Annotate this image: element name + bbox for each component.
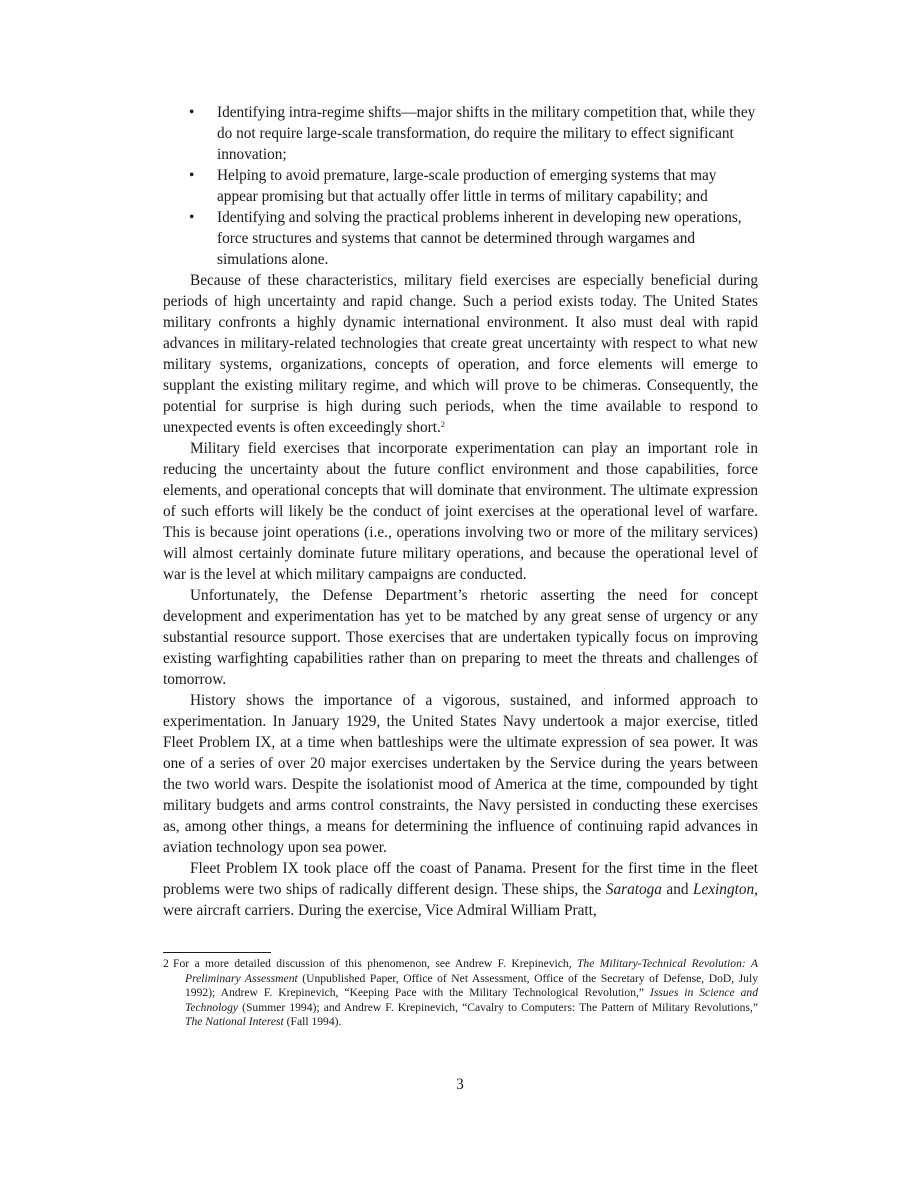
footnote-title: The Military-Technical Revolution: A Preliminary Assessment xyxy=(185,957,758,985)
footnote xyxy=(163,957,758,1030)
bullet-icon: • xyxy=(189,209,195,226)
bullet-icon: • xyxy=(189,167,195,184)
paragraph-joint-exercises: Military field exercises that incorporate experimentation can play an important role in reducing the uncertainty about the future conflict environment and those capabilities, force elements, and operational concepts that will dominate that environment. The ultimate expression of such efforts will likely be the conduct of joint exercises at the operational level of warfare. This is because joint operations (i.e., operations involving two or more of the military services) will almost certainly dominate future military operations, and because the operational level of war is the level at which military campaigns are conducted. xyxy=(163,440,758,583)
ship-name-saratoga: Saratoga xyxy=(605,881,662,898)
paragraph-uncertainty: Because of these characteristics, military field exercises are especially beneficial during periods of high uncertainty and rapid change. Such a period exists today. The United States military confronts a highly dynamic international environment. It also must deal with rapid advances in military-related technologies that create great uncertainty with respect to what new military systems, organizations, concepts of operation, and force elements will emerge to supplant the existing military regime, and which will prove to be chimeras. Consequently, the potential for surprise is high during such periods, when the time available to respond to unexpected events is often exceedingly short.$^2$ xyxy=(163,272,758,436)
bullet-list xyxy=(163,102,758,270)
list-item xyxy=(163,207,758,270)
list-item xyxy=(163,165,758,207)
footnote-ref[interactable]: 2 xyxy=(440,420,445,429)
page-number: 3 xyxy=(456,1076,464,1093)
ship-name-lexington: Lexington xyxy=(692,881,755,898)
footnote-number: 2 xyxy=(163,957,169,970)
paragraph-fleet-problem: Fleet Problem IX took place off the coast of Panama. Present for the first time in the fleet problems were two ships of radically different design. These ships, the Saratoga and Lexington, were aircraft carriers. During the exercise, Vice Admiral William Pratt, xyxy=(163,860,758,919)
paragraph-history: History shows the importance of a vigorous, sustained, and informed approach to experimentation. In January 1929, the United States Navy undertook a major exercise, titled Fleet Problem IX, at a time when battleships were the ultimate expression of sea power. It was one of a series of over 20 major exercises undertaken by the Service during the years between the two world wars. Despite the isolationist mood of America at the time, compounded by tight military budgets and arms control constraints, the Navy persisted in conducting these exercises as, among other things, a means for determining the influence of continuing rapid advances in aviation technology upon sea power. xyxy=(163,692,758,856)
page-body xyxy=(163,102,758,921)
bullet-text: Identifying intra-regime shifts—major shifts in the military competition that, while they do not require large-scale transformation, do require the military to effect significant innovation; xyxy=(217,104,756,163)
footnote-title: Issues in Science and Technology xyxy=(185,986,758,1014)
bullet-icon: • xyxy=(189,104,195,121)
bullet-text: Identifying and solving the practical problems inherent in developing new operations, force structures and systems that cannot be determined through wargames and simulations alone. xyxy=(217,209,742,268)
footnote-text: For a more detailed discussion of this phenomenon, see Andrew F. Krepinevich, The Military-Technical Revolution: A Preliminary Assessment (Unpublished Paper, Office of Net Assessment, Office of the Secretary of Defense, DoD, July 1992); Andrew F. Krepinevich, “Keeping Pace with the Military Technological Revolution,” Issues in Science and Technology (Summer 1994); and Andrew F. Krepinevich, “Cavalry to Computers: The Pattern of Military Revolutions,” The National Interest (Fall 1994). xyxy=(173,957,758,1029)
bullet-text: Helping to avoid premature, large-scale production of emerging systems that may appear promising but that actually offer little in terms of military capability; and xyxy=(217,167,717,205)
footnote-title: The National Interest xyxy=(185,1015,284,1029)
paragraph-defense-rhetoric: Unfortunately, the Defense Department’s rhetoric asserting the need for concept development and experimentation has yet to be matched by any great sense of urgency or any substantial resource support. Those exercises that are undertaken typically focus on improving existing warfighting capabilities rather than on preparing to meet the threats and challenges of tomorrow. xyxy=(163,587,758,688)
footnote-divider xyxy=(163,952,271,953)
list-item xyxy=(163,102,758,165)
